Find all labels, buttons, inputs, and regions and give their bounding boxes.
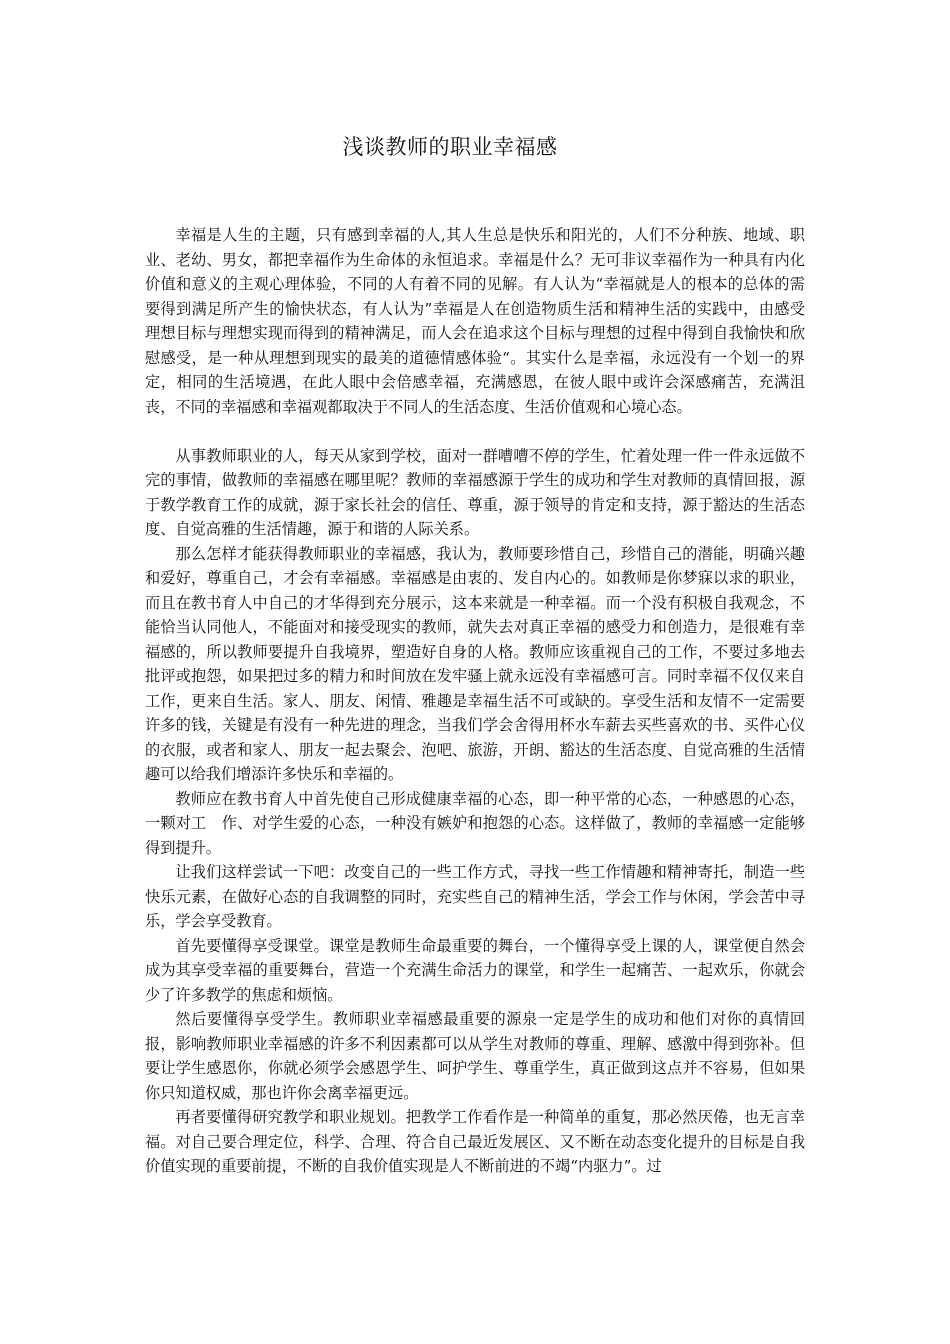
document-title: 浅谈教师的职业幸福感: [342, 135, 558, 159]
paragraph-3: 那么怎样才能获得教师职业的幸福感，我认为，教师要珍惜自己，珍惜自己的潜能，明确兴趣和爱好，尊重自己，才会有幸福感。幸福感是由衷的、发自内心的。如教师是你梦寐以求的职业，而且在教书育人中自己的才华得到充分展示，这本来就是一种幸福。而一个没有积极自我观念，不能恰当认同他人，不能面对和接受现实的教师，就失去对真正幸福的感受力和创造力，是很难有幸福感的，所以教师要提升自我境界，塑造好自身的人格。教师应该重视自己的工作，不要过多地去批评或抱怨，如果把过多的精力和时间放在发牢骚上就永远没有幸福感可言。同时幸福不仅仅来自工作，更来自生活。家人、朋友、闲情、雅趣是幸福生活不可或缺的。享受生活和友情不一定需要许多的钱，关键是有没有一种先进的理念，当我们学会舍得用杯水车薪去买些喜欢的书、买件心仪的衣服，或者和家人、朋友一起去聚会、泡吧、旅游，开朗、豁达的生活态度、自觉高雅的生活情趣可以给我们增添许多快乐和幸福的。: [145, 544, 805, 783]
paragraph-6: 首先要懂得享受课堂。课堂是教师生命最重要的舞台，一个懂得享受上课的人，课堂便自然会成为其享受幸福的重要舞台，营造一个充满生命活力的课堂，和学生一起痛苦、一起欢乐，你就会少了许多教学的焦虑和烦恼。: [145, 936, 805, 1004]
paragraph-7: 然后要懂得享受学生。教师职业幸福感最重要的源泉一定是学生的成功和他们对你的真情回报，影响教师职业幸福感的许多不利因素都可以从学生对教师的尊重、理解、感激中得到弥补。但要让学生感恩你，你就必须学会感恩学生、呵护学生、尊重学生，真正做到这点并不容易，但如果你只知道权威，那也许你会离幸福更远。: [145, 1010, 805, 1102]
paragraph-2: 从事教师职业的人，每天从家到学校，面对一群嘈嘈不停的学生，忙着处理一件一件永远做不完的事情，做教师的幸福感在哪里呢？教师的幸福感源于学生的成功和学生对教师的真情回报，源于教学教育工作的成就，源于家长社会的信任、尊重，源于领导的肯定和支持，源于豁达的生活态度、自觉高雅的生活情趣，源于和谐的人际关系。: [145, 446, 805, 538]
paragraph-8: 再者要懂得研究教学和职业规划。把教学工作看作是一种简单的重复，那必然厌倦，也无言幸福。对自己要合理定位，科学、合理、符合自己最近发展区、又不断在动态变化提升的目标是自我价值实现的重要前提，不断的自我价值实现是人不断前进的不竭“内驱力”。过: [145, 1108, 805, 1175]
document-body: [145, 223, 805, 1179]
paragraph-1: 幸福是人生的主题，只有感到幸福的人,其人生总是快乐和阳光的，人们不分种族、地域、职业、老幼、男女，都把幸福作为生命体的永恒追求。幸福是什么？无可非议幸福作为一种具有内化价值和意义的主观心理体验，不同的人有着不同的见解。有人认为“幸福就是人的根本的总体的需要得到满足所产生的愉快状态，有人认为”幸福是人在创造物质生活和精神生活的实践中，由感受理想目标与理想实现而得到的精神满足，而人会在追求这个目标与理想的过程中得到自我愉快和欣慰感受，是一种从理想到现实的最美的道德情感体验“。其实什么是幸福，永远没有一个划一的界定，相同的生活境遇，在此人眼中会倍感幸福，充满感恩，在彼人眼中或许会深感痛苦，充满沮丧，不同的幸福感和幸福观都取决于不同人的生活态度、生活价值观和心境心态。: [145, 226, 805, 416]
paragraph-4: 教师应在教书育人中首先使自己形成健康幸福的心态，即一种平常的心态，一种感恩的心态，一颗对工 作、对学生爱的心态，一种没有嫉妒和抱怨的心态。这样做了，教师的幸福感一定能够得到提升。: [145, 789, 805, 857]
paragraph-5: 让我们这样尝试一下吧：改变自己的一些工作方式，寻找一些工作情趣和精神寄托，制造一些快乐元素，在做好心态的自我调整的同时，充实些自己的精神生活，学会工作与休闲，学会苦中寻乐，学会享受教育。: [145, 863, 805, 930]
